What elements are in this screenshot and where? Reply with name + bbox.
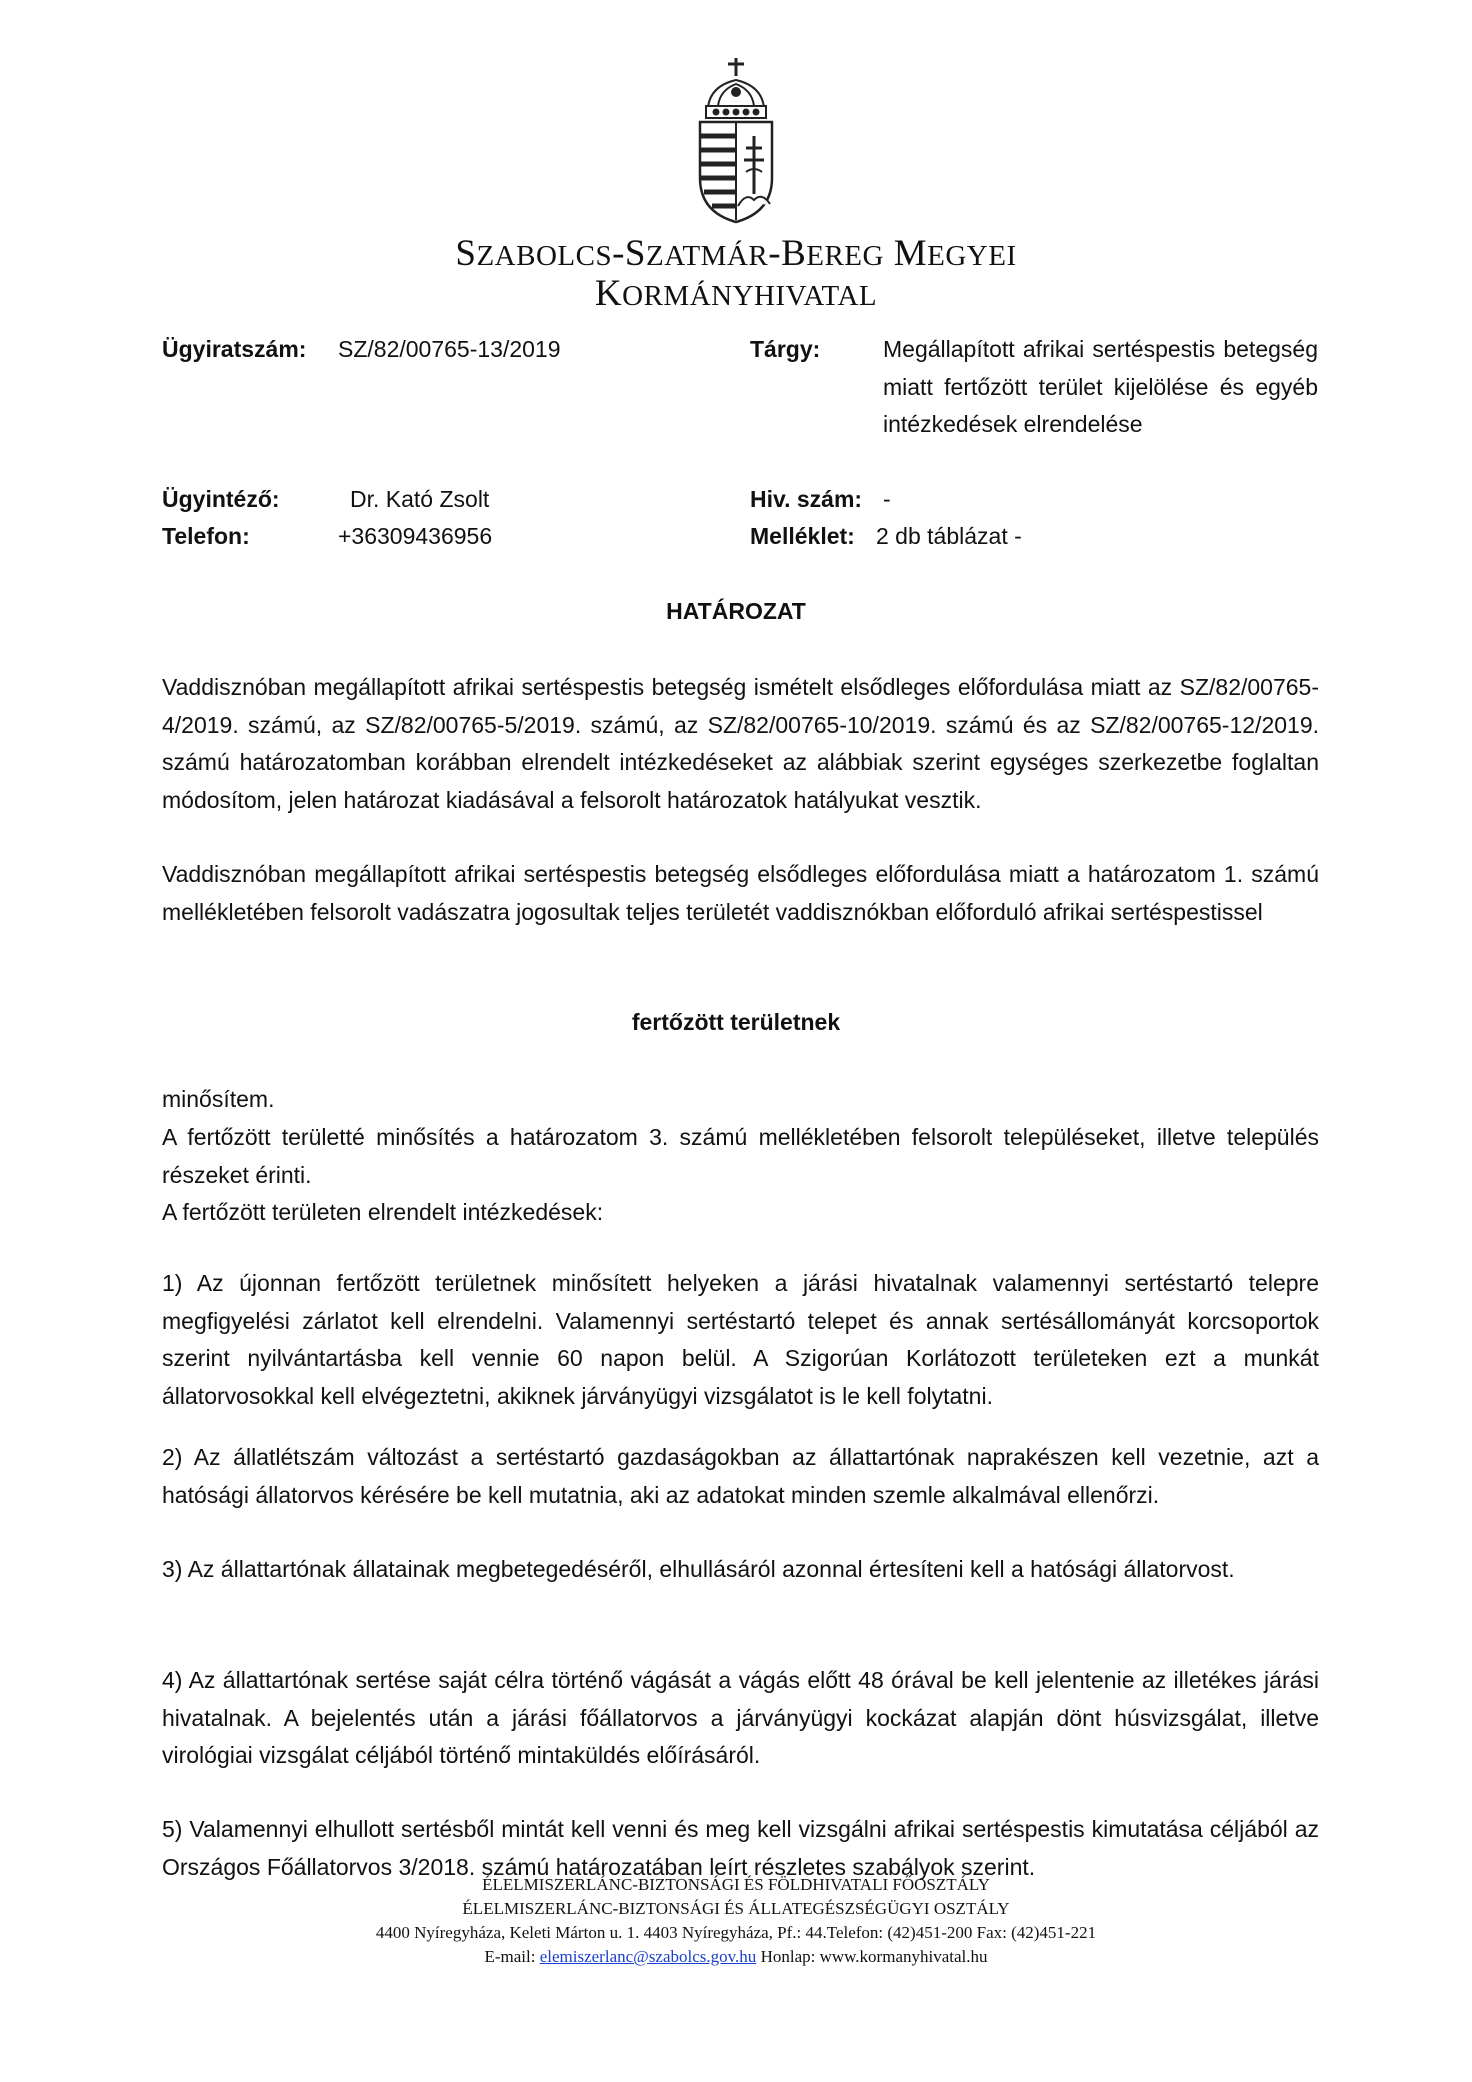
footer-web: Honlap: www.kormanyhivatal.hu: [756, 1947, 988, 1966]
document-title: HATÁROZAT: [666, 598, 806, 624]
footer-email-link[interactable]: elemiszerlanc@szabolcs.gov.hu: [539, 1947, 757, 1966]
case-number-value: SZ/82/00765-13/2019: [338, 336, 561, 362]
reference-label: Hiv. szám:: [750, 486, 863, 512]
text-paragraph: A fertőzött területté minősítés a határozatom 3. számú mellékletében felsorolt településeket, illetve település részeket érinti.: [162, 1124, 1319, 1188]
attachment-label: Melléklet:: [750, 523, 855, 549]
subject-label: Tárgy:: [750, 336, 821, 362]
officer-label: Ügyintéző:: [162, 486, 280, 512]
measure-item: 2) Az állatlétszám változást a sertéstartó gazdaságokban az állattartónak naprakészen kell vezetnie, azt a hatósági állatorvos kérésére be kell mutatnia, aki az adatokat minden szemle alkalmával ellenőrzi.: [162, 1444, 1319, 1508]
coat-of-arms-logo: [694, 56, 778, 226]
footer-email-label: E-mail:: [484, 1947, 540, 1966]
section-heading: fertőzött területnek: [631, 1009, 841, 1035]
intro-paragraph: Vaddisznóban megállapított afrikai sertéspestis betegség ismételt elsődleges előfordulása miatt az SZ/82/00765-4/2019. számú, az SZ/82/00765-5/2019. számú, az SZ/82/00765-10/2019. számú és az SZ/82/00765-12/2019. számú határozatomban korábban elrendelt intézkedéseket az alábbiak szerint egységes szerkezetbe foglaltan módosítom, jelen határozat kiadásával a felsorolt határozatok hatályukat vesztik.: [162, 674, 1319, 813]
footer-unit: ÉLELMISZERLÁNC-BIZTONSÁGI ÉS ÁLLATEGÉSZSÉGÜGYI OSZTÁLY: [462, 1899, 1010, 1918]
footer-department: ÉLELMISZERLÁNC-BIZTONSÁGI ÉS FÖLDHIVATALI FŐOSZTÁLY: [482, 1875, 990, 1894]
phone-value: +36309436956: [338, 523, 493, 549]
intro-paragraph: Vaddisznóban megállapított afrikai sertéspestis betegség elsődleges előfordulása miatt a határozatom 1. számú mellékletében felsorolt vadászatra jogosultak teljes területét vaddisznókban előforduló afrikai sertéspestissel: [162, 861, 1319, 925]
phone-label: Telefon:: [162, 523, 250, 549]
subject-value: Megállapított afrikai sertéspestis betegség miatt fertőzött terület kijelölése és egyéb intézkedések elrendelése: [883, 336, 1318, 437]
officer-value: Dr. Kató Zsolt: [350, 486, 490, 512]
footer-contact: [0, 1945, 1472, 1969]
measure-item: 5) Valamennyi elhullott sertésből mintát kell venni és meg kell vizsgálni afrikai sertéspestis kimutatása céljából az Országos Főállatorvos 3/2018. számú határozatában leírt részletes szabályok szerint.: [162, 1816, 1319, 1880]
authority-name-line2: KORMÁNYHIVATAL: [594, 273, 878, 314]
footer-address: 4400 Nyíregyháza, Keleti Márton u. 1. 4403 Nyíregyháza, Pf.: 44.Telefon: (42)451-200 Fax: (42)451-221: [375, 1923, 1097, 1942]
measure-item: 1) Az újonnan fertőzött területnek minősített helyeken a járási hivatalnak valamennyi sertéstartó telepre megfigyelési zárlatot kell elrendelni. Valamennyi sertéstartó telepet és annak sertésállományát korcsoportok szerint nyilvántartásba kell vennie 60 napon belül. A Szigorúan Korlátozott területeken ezt a munkát állatorvosokkal kell elvégeztetni, akiknek járványügyi vizsgálatot is le kell folytatni.: [162, 1270, 1319, 1409]
text-line: A fertőzött területen elrendelt intézkedések:: [162, 1199, 604, 1225]
attachment-value: 2 db táblázat -: [876, 523, 1022, 549]
text-line: minősítem.: [162, 1086, 275, 1112]
measure-item: 3) Az állattartónak állatainak megbetegedéséről, elhullásáról azonnal értesíteni kell a hatósági állatorvost.: [162, 1556, 1235, 1582]
measure-item: 4) Az állattartónak sertése saját célra történő vágását a vágás előtt 48 órával be kell jelentenie az illetékes járási hivatalnak. A bejelentés után a járási főállatorvos a járványügyi kockázat alapján dönt húsvizsgálat, illetve virológiai vizsgálat céljából történő mintaküldés előírásáról.: [162, 1667, 1319, 1768]
case-number-label: Ügyiratszám:: [162, 336, 307, 362]
reference-value: -: [883, 486, 891, 512]
authority-name-line1: SZABOLCS-SZATMÁR-BEREG MEGYEI: [455, 233, 1017, 274]
